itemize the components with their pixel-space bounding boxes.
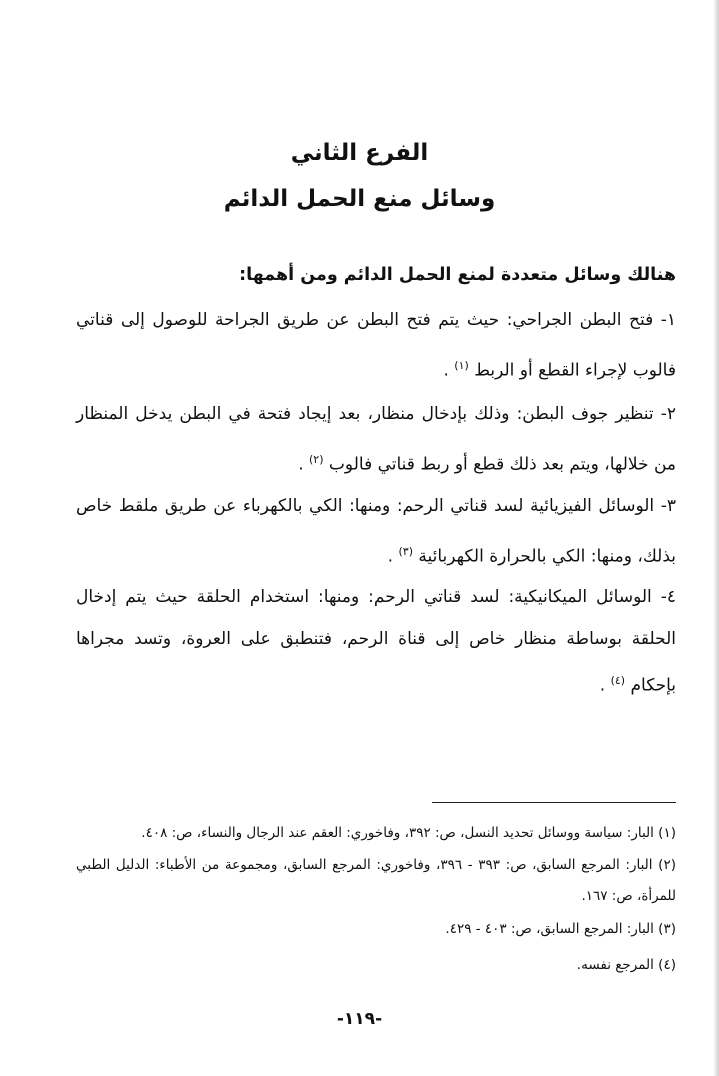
paragraph-text: ٢- تنظير جوف البطن: وذلك بإدخال منظار، بعد إيجاد فتحة في البطن يدخل المنظار من خلالها، ويتم بعد ذلك قطع أو ربط قناتي فالوب [76, 404, 676, 475]
paragraph-text: ١- فتح البطن الجراحي: حيث يتم فتح البطن عن طريق الجراحة للوصول إلى قناتي فالوب لإجراء القطع أو الربط [76, 310, 676, 381]
paragraph-text: ٣- الوسائل الفيزيائية لسد قناتي الرحم: ومنها: الكي بالكهرباء عن طريق ملقط خاص بذلك، ومنها: الكي بالحرارة الكهربائية [76, 496, 676, 567]
section-subtitle: وسائل منع الحمل الدائم [223, 186, 496, 212]
paragraph-end: . [298, 454, 309, 475]
page-number: -١١٩- [336, 1009, 383, 1029]
footnote-marker: (٤) [610, 674, 626, 687]
footnote-marker: (١) [454, 359, 469, 372]
section-branch-title: الفرع الثاني [290, 140, 429, 166]
paragraph-text: ٤- الوسائل الميكانيكية: لسد قناتي الرحم: ومنها: استخدام الحلقة حيث يتم إدخال الحلقة بوساطة منظار خاص إلى قناة الرحم، فتنطبق على العروة، وتسد مجراها بإحكام [76, 587, 676, 696]
footnote-4: (٤) المرجع نفسه. [576, 957, 676, 973]
footnote-1: (١) البار: سياسة ووسائل تحديد النسل، ص: ٣٩٢، وفاخوري: العقم عند الرجال والنساء، ص: ٤٠٨. [141, 825, 676, 841]
footnote-2: (٢) البار: المرجع السابق، ص: ٣٩٣ - ٣٩٦، وفاخوري: المرجع السابق، ومجموعة من الأطباء: الدليل الطبي للمرأة، ص: ١٦٧. [76, 857, 676, 904]
footnote-separator [432, 802, 676, 803]
paragraph-end: . [599, 675, 611, 696]
footnote-3: (٣) البار: المرجع السابق، ص: ٤٠٣ - ٤٢٩. [445, 921, 676, 937]
paragraph-end: . [387, 546, 399, 567]
paragraph-4 [76, 576, 676, 707]
paragraph-end: . [443, 360, 455, 381]
paragraph-2 [76, 392, 676, 488]
footnote-marker: (٣) [398, 545, 413, 558]
intro-sentence: هنالك وسائل متعددة لمنع الحمل الدائم ومن أهمها: [239, 265, 676, 285]
paragraph-1 [76, 298, 676, 394]
paragraph-3 [76, 484, 676, 580]
footnote-marker: (٢) [309, 453, 324, 466]
